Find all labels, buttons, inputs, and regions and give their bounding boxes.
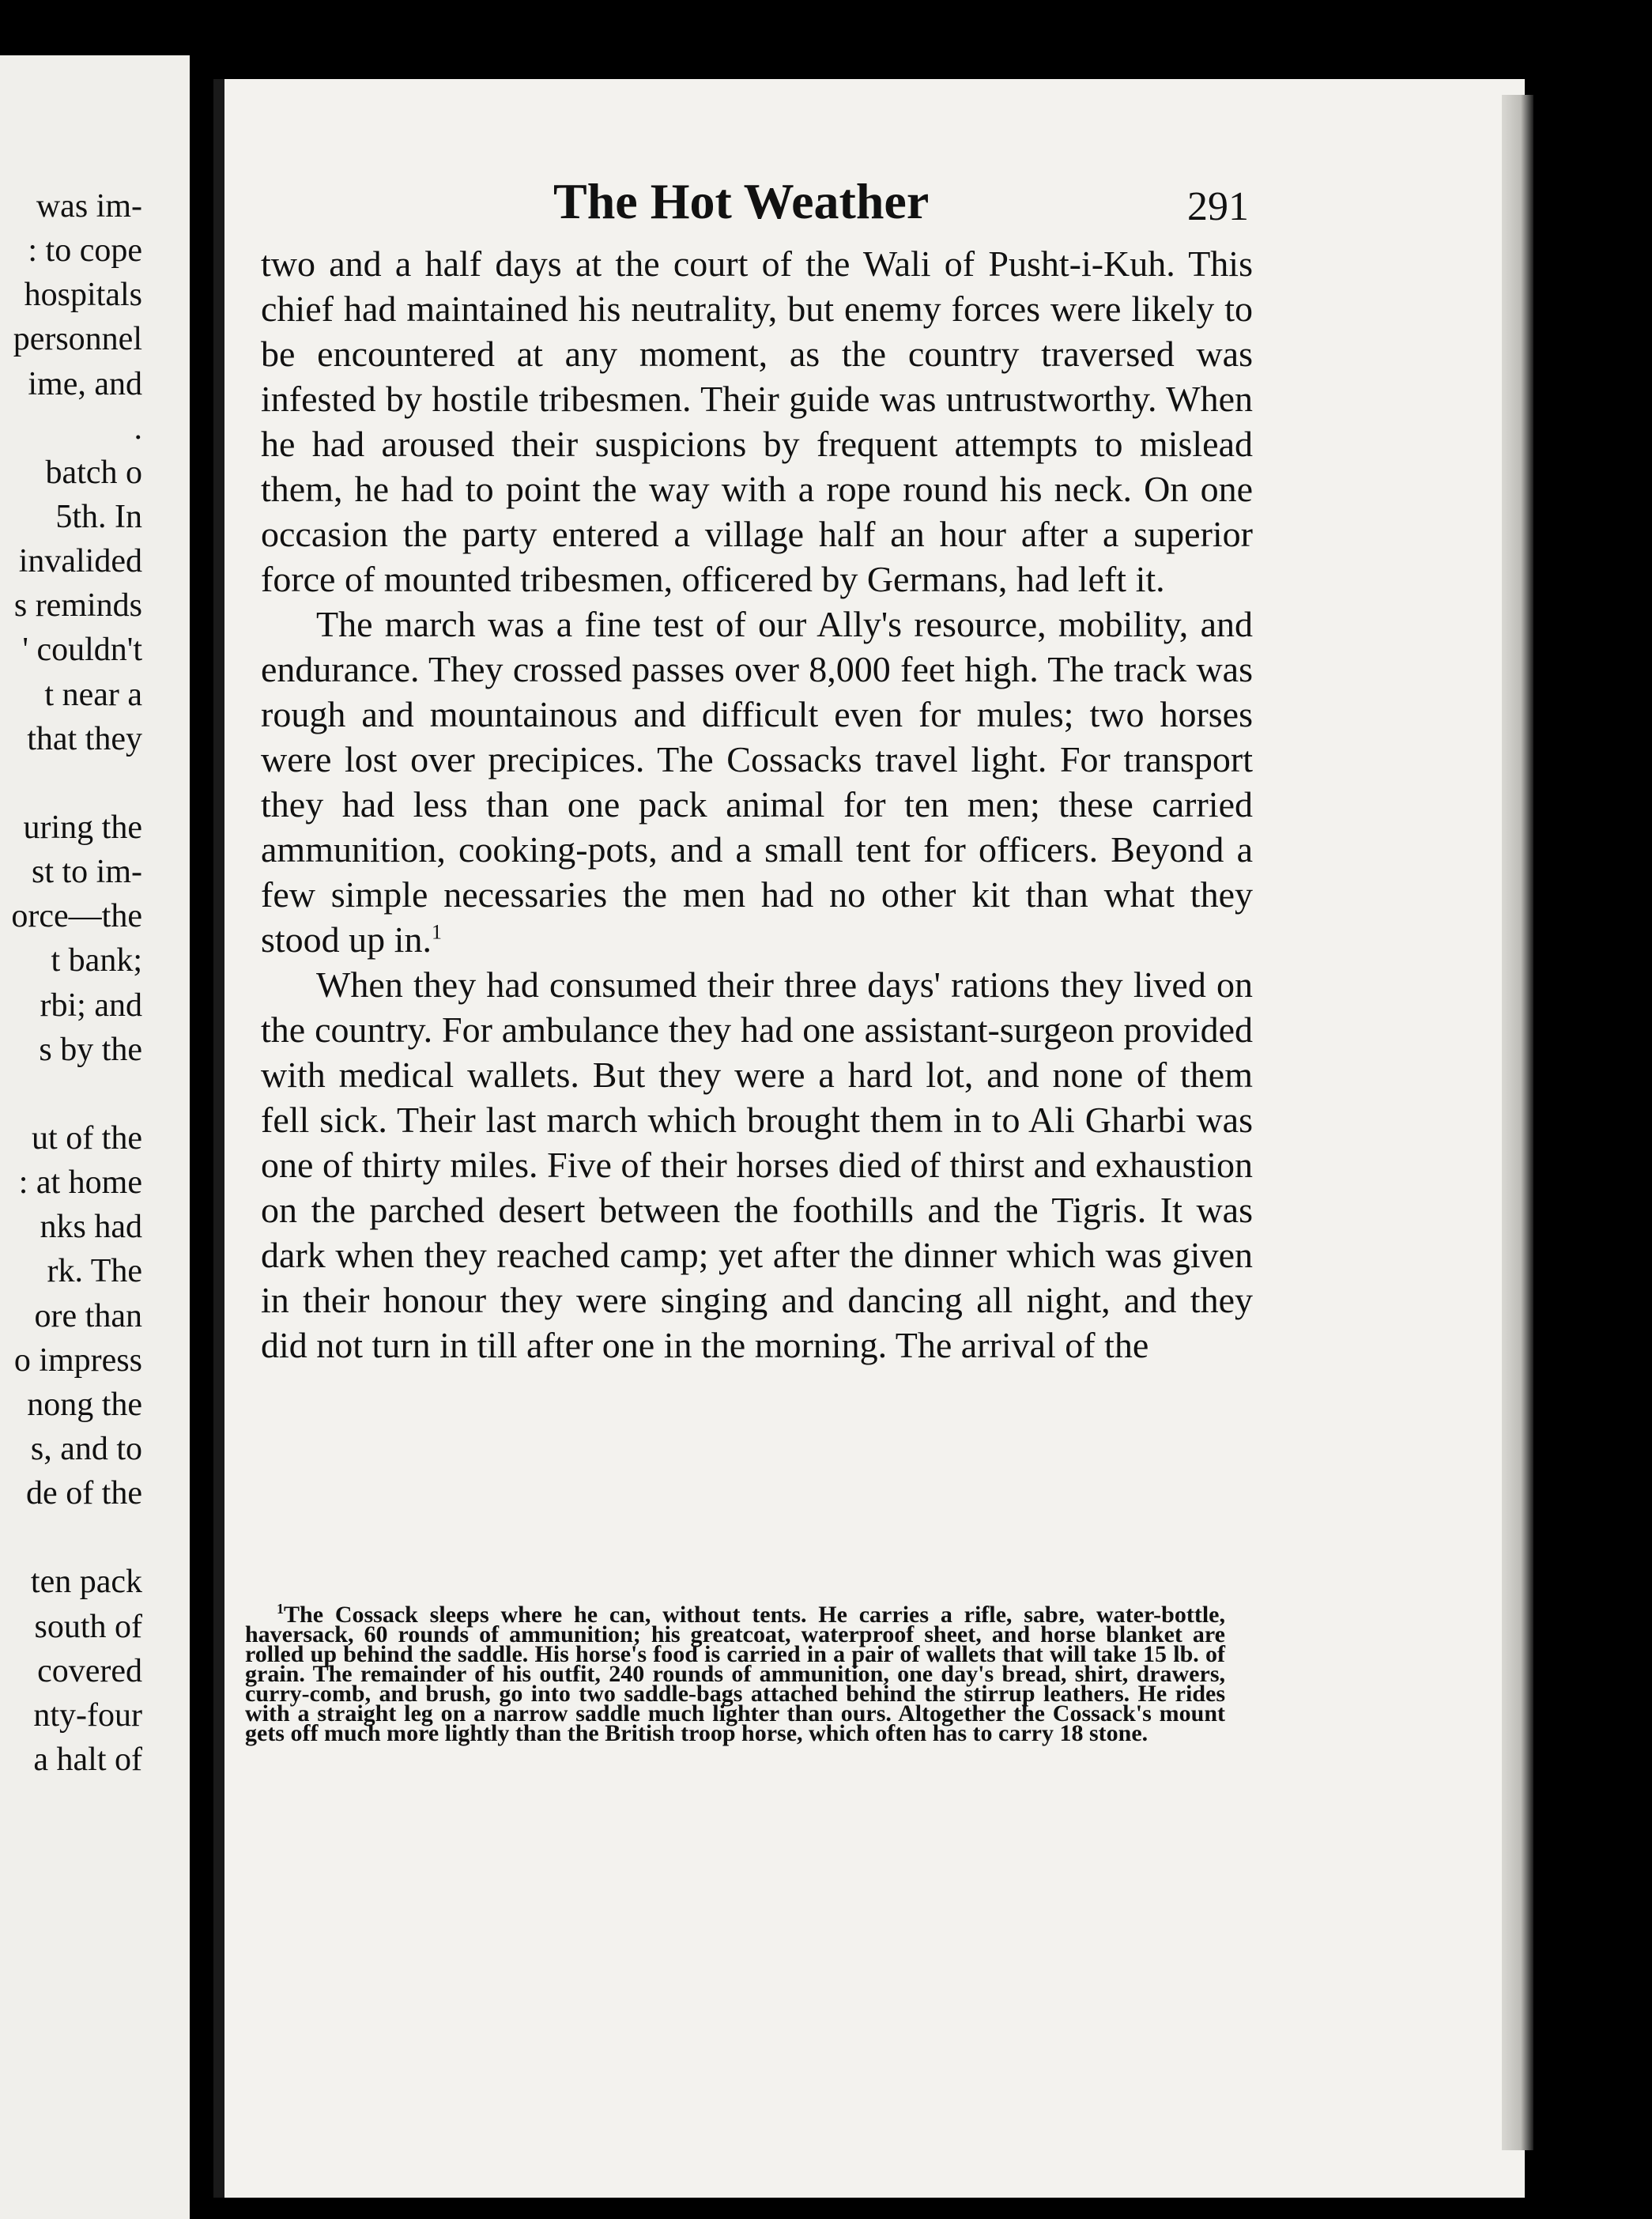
left-page-line: ut of the [32, 1120, 142, 1157]
left-page-line: personnel [13, 321, 142, 358]
footnote [245, 1601, 1225, 1746]
left-page-line: orce—the [11, 898, 142, 935]
paragraph-2-text: The march was a fine test of our Ally's resource, mobility, and endurance. They crossed passes over 8,000 feet high. The track was rough and mountainous and difficult even for mules; two horses were lost over precipices. The Cossacks travel light. For transport they had less than one pack animal for ten men; these carried ammunition, cooking-pots, and a small tent for officers. Beyond a few simple necessaries the men had no other kit than what they stood up in. [261, 604, 1253, 960]
left-page-line: de of the [26, 1475, 142, 1512]
left-page-line: ' couldn't [22, 632, 142, 669]
left-page-line: nty-four [33, 1696, 142, 1734]
page-number: 291 [1187, 184, 1249, 229]
left-page-line: st to im- [31, 854, 142, 891]
left-page-line: a halt of [33, 1742, 142, 1779]
left-page-line: invalided [18, 543, 142, 580]
left-page-line: o impress [13, 1342, 142, 1379]
left-page-line: : at home [18, 1164, 142, 1202]
paragraph-1: two and a half days at the court of the Wali of Pusht-i-Kuh. This chief had maintained his neutrality, but enemy forces were likely to be encountered at any moment, as the country traversed was infested by hostile tribesmen. Their guide was untrustworthy. When he had aroused their suspicions by frequent attempts to mislead them, he had to point the way with a rope round his neck. On one occasion the party entered a village half an hour after a superior force of mounted tribesmen, officered by Germans, had left it. [261, 243, 1253, 599]
page-header [269, 172, 1249, 236]
footnote-reference: 1 [431, 920, 442, 944]
left-page-line: : to cope [28, 232, 142, 270]
left-page-line: t near a [44, 676, 142, 713]
left-page-line: t bank; [51, 942, 142, 979]
left-page-line: nks had [40, 1209, 142, 1246]
paragraph-2 [261, 602, 1253, 962]
left-page-line: ime, and [28, 365, 142, 402]
left-page-line: 5th. In [55, 499, 142, 535]
footnote-text: The Cossack sleeps where he can, without tents. He carries a rifle, sabre, water-bottle, haversack, 60 rounds of ammunition; his greatcoat, waterproof sheet, and horse blanket are rolled up behind the saddle. His horse's food is carried in a pair of wallets that will take 15 lb. of grain. The remainder of his outfit, 240 rounds of ammunition, one day's bread, shirt, drawers, curry-comb, and brush, go into two saddle-bags attached behind the stirrup leathers. He rides with a straight leg on a narrow saddle much lighter than ours. Altogether the Cossack's mount gets off much more lightly than the British troop horse, which often has to carry 18 stone. [245, 1602, 1225, 1746]
left-page-line: rbi; and [40, 987, 142, 1024]
left-page-line: . [134, 409, 142, 447]
left-page-line: was im- [36, 188, 142, 225]
left-page-line: south of [34, 1608, 142, 1645]
left-page-line: ore than [34, 1297, 142, 1334]
footnote-marker: 1 [277, 1601, 284, 1617]
left-page-line: uring the [23, 809, 142, 847]
left-page-line: that they [27, 720, 142, 757]
left-page-line: s, and to [30, 1431, 142, 1468]
left-page-line: s by the [39, 1031, 142, 1068]
left-page-line: hospitals [24, 277, 142, 314]
left-page-line: ten pack [30, 1564, 142, 1601]
running-title: The Hot Weather [553, 173, 930, 229]
left-page-line: nong the [27, 1386, 142, 1423]
left-page-line: covered [37, 1652, 142, 1689]
left-facing-page [0, 55, 190, 2219]
paragraph-3: When they had consumed their three days' rations they lived on the country. For ambulance they had one assistant-surgeon provided with medical wallets. But they were a hard lot, and none of them fell sick. Their last march which brought them in to Ali Gharbi was one of thirty miles. Five of their horses died of thirst and exhaustion on the parched desert between the foothills and the Tigris. It was dark when they reached camp; yet after the dinner which was given in their honour they were singing and dancing all night, and they did not turn in till after one in the morning. The arrival of the [261, 964, 1253, 1365]
book-gutter [190, 55, 213, 2219]
left-page-line: rk. The [47, 1253, 142, 1290]
left-page-line: batch o [45, 454, 142, 491]
body-text [261, 241, 1253, 1368]
page-edge [1502, 95, 1533, 2150]
left-page-line: s reminds [13, 587, 142, 625]
